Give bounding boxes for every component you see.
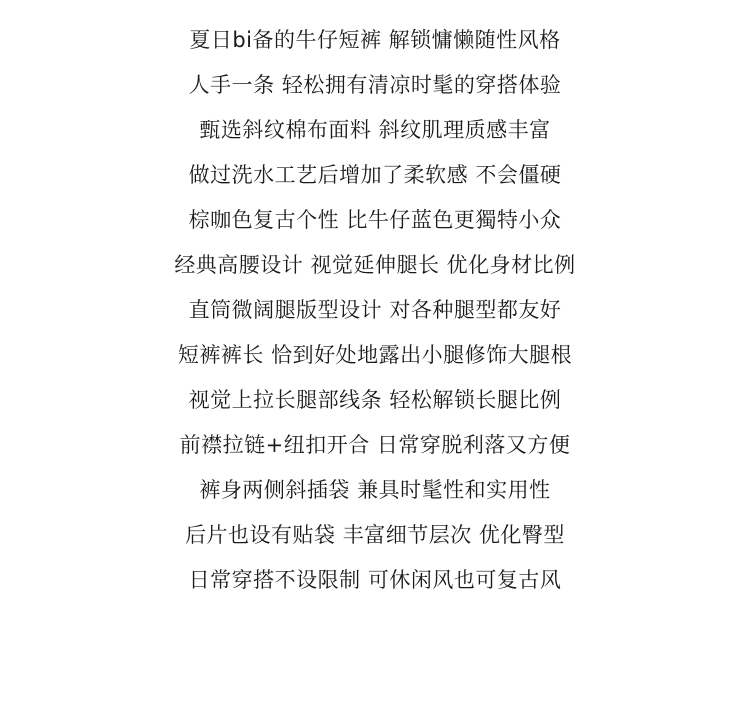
description-line: 直筒微阔腿版型设计 对各种腿型都友好 [188,298,562,322]
description-line: 后片也设有贴袋 丰富细节层次 优化臀型 [185,523,565,547]
description-line: 人手一条 轻松拥有清凉时髦的穿搭体验 [188,73,562,97]
description-line: 夏日bi备的牛仔短裤 解锁慵懒随性风格 [189,28,561,52]
description-line: 甄选斜纹棉布面料 斜纹肌理质感丰富 [199,118,551,142]
description-line: 做过洗水工艺后增加了柔软感 不会僵硬 [188,163,562,187]
description-line: 日常穿搭不设限制 可休闲风也可复古风 [188,568,562,592]
description-line: 裤身两侧斜插袋 兼具时髦性和实用性 [199,478,551,502]
description-line: 短裤裤长 恰到好处地露出小腿修饰大腿根 [177,343,573,367]
description-line: 视觉上拉长腿部线条 轻松解锁长腿比例 [188,388,562,412]
product-description [0,18,750,603]
description-line: 前襟拉链+纽扣开合 日常穿脱利落又方便 [179,433,571,457]
description-line: 经典高腰设计 视觉延伸腿长 优化身材比例 [174,253,576,277]
description-line: 棕咖色复古个性 比牛仔蓝色更獨特小众 [188,208,562,232]
